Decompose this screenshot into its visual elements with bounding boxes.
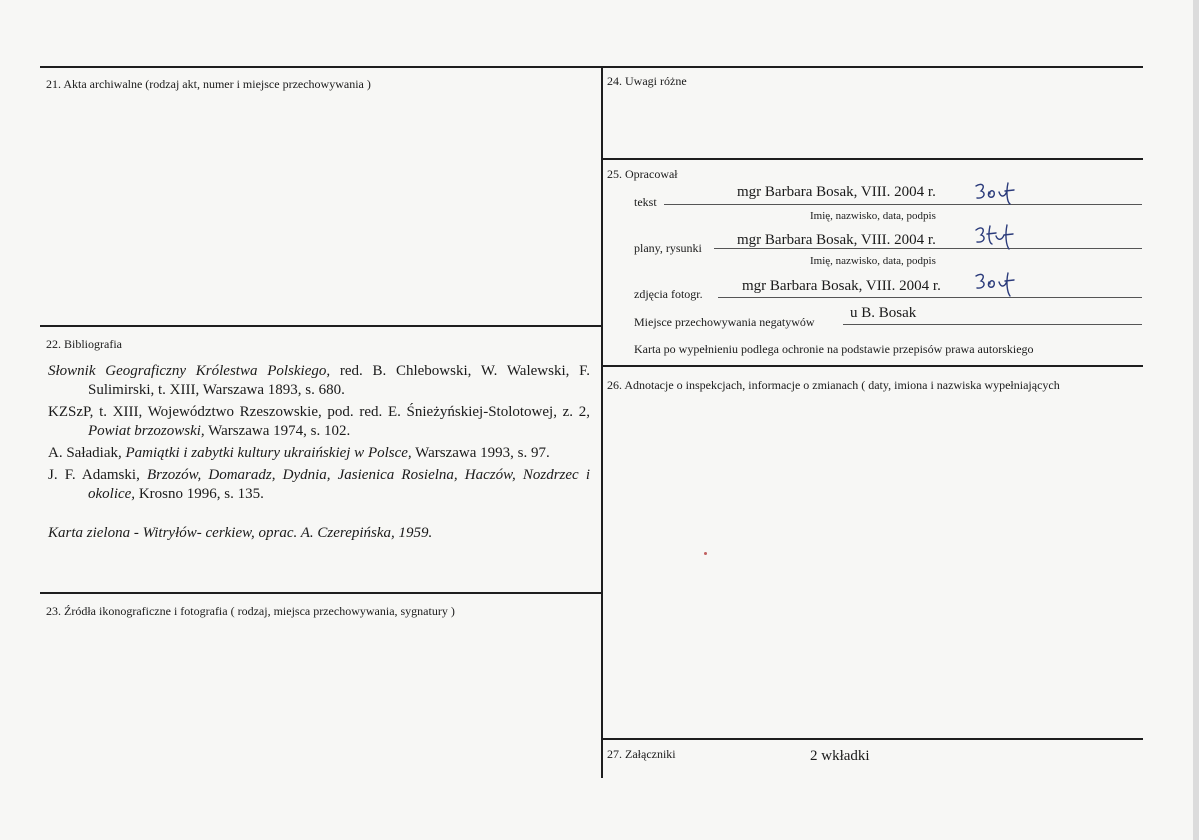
caption-2: Imię, nazwisko, data, podpis [810, 255, 936, 267]
miejsce-line [843, 324, 1142, 325]
caption-1: Imię, nazwisko, data, podpis [810, 210, 936, 222]
tekst-line [664, 204, 1142, 205]
section-21-label: 21. Akta archiwalne (rodzaj akt, numer i miejsce przechowywania ) [46, 77, 371, 91]
plany-value: mgr Barbara Bosak, VIII. 2004 r. [737, 232, 936, 248]
column-divider [601, 66, 603, 778]
card-edge [1193, 0, 1199, 840]
bibliography-entry: Karta zielona - Witryłów- cerkiew, oprac. A. Czerepińska, 1959. [48, 525, 433, 541]
bibliography-entry: Słownik Geograficzny Królestwa Polskiego, red. B. Chlebowski, W. Walewski, F. Sulimirski, t. XIII, Warszawa 1893, s. 680. [48, 363, 591, 398]
signature-mark [972, 270, 1020, 298]
section-23-label: 23. Źródła ikonograficzne i fotografia ( rodzaj, miejsca przechowywania, sygnatury ) [46, 604, 455, 618]
zdjecia-line [718, 297, 1142, 298]
bibliography-entry: J. F. Adamski, Brzozów, Domaradz, Dydnia, Jasienica Rosielna, Haczów, Nozdrzec i okolice, Krosno 1996, s. 135. [48, 467, 590, 502]
ink-speck [704, 552, 707, 555]
signature-mark [972, 180, 1020, 206]
top-rule [40, 66, 1143, 68]
zdjecia-value: mgr Barbara Bosak, VIII. 2004 r. [742, 278, 941, 294]
rule-26-27 [601, 738, 1143, 740]
miejsce-label: Miejsce przechowywania negatywów [634, 315, 815, 329]
attachments-value: 2 wkładki [810, 748, 870, 764]
section-24-label: 24. Uwagi różne [607, 74, 687, 88]
rule-25-26 [601, 365, 1143, 367]
signature-mark [972, 223, 1020, 251]
section-26-label: 26. Adnotacje o inspekcjach, informacje o zmianach ( daty, imiona i nazwiska wypełniających [607, 378, 1060, 392]
rule-21-22 [40, 325, 602, 327]
bibliography-entry: A. Saładiak, Pamiątki i zabytki kultury ukraińskiej w Polsce, Warszawa 1993, s. 97. [48, 445, 550, 461]
tekst-value: mgr Barbara Bosak, VIII. 2004 r. [737, 184, 936, 200]
section-25-label: 25. Opracował [607, 167, 678, 181]
section-27-label: 27. Załączniki [607, 747, 676, 761]
bibliography-entry: KZSzP, t. XIII, Województwo Rzeszowskie, pod. red. E. Śnieżyńskiej-Stolotowej, z. 2, Powiat brzozowski, Warszawa 1974, s. 102. [48, 404, 590, 439]
plany-label: plany, rysunki [634, 241, 702, 255]
copyright-note: Karta po wypełnieniu podlega ochronie na podstawie przepisów prawa autorskiego [634, 342, 1034, 356]
rule-24-25 [601, 158, 1143, 160]
bibliography-list [48, 362, 590, 546]
miejsce-value: u B. Bosak [850, 305, 917, 321]
tekst-label: tekst [634, 195, 657, 209]
zdjecia-label: zdjęcia fotogr. [634, 287, 703, 301]
rule-22-23 [40, 592, 602, 594]
section-22-label: 22. Bibliografia [46, 337, 122, 351]
